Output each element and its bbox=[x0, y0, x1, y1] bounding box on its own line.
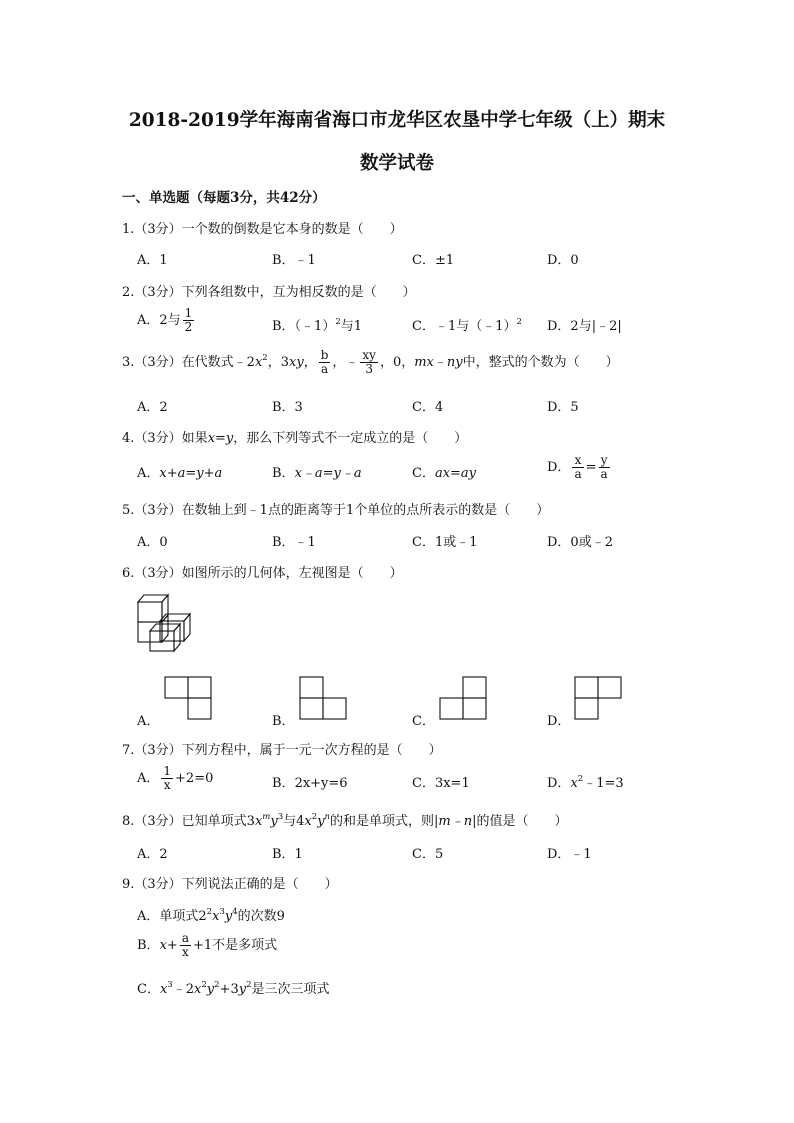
q9-b-pre: B． bbox=[137, 938, 160, 953]
q4-condition: x=y bbox=[207, 431, 234, 446]
q2-a-fraction bbox=[183, 307, 195, 334]
q8-t3: x bbox=[304, 814, 312, 829]
q3-option-c: C．4 bbox=[412, 400, 444, 415]
q9-c-mid2: +3 bbox=[219, 982, 239, 997]
q9-c-mid1: ﹣2 bbox=[172, 982, 194, 997]
q7-c-label: C． bbox=[412, 776, 435, 791]
q3-sep4: ，0， bbox=[379, 355, 415, 370]
q2-option-b bbox=[272, 315, 362, 334]
q6-stem: 6.（3分）如图所示的几何体，左视图是（ ） bbox=[122, 566, 403, 581]
q8-t4-exp: n bbox=[324, 812, 331, 822]
q6-option-b: B． bbox=[272, 714, 295, 729]
q2-option-a bbox=[137, 307, 196, 334]
q5-option-b: B．﹣1 bbox=[272, 535, 316, 550]
q9-b-den: x bbox=[182, 945, 189, 959]
q3-sep2: ， bbox=[303, 355, 317, 370]
q7-option-a bbox=[137, 765, 213, 792]
q7-a-num: 1 bbox=[163, 764, 172, 778]
q2-option-c bbox=[412, 315, 522, 334]
q7-stem: 7.（3分）下列方程中，属于一元一次方程的是（ ） bbox=[122, 743, 442, 758]
exam-title-line1: 2018-2019学年海南省海口市龙华区农垦中学七年级（上）期末 bbox=[128, 110, 666, 131]
q4-option-b bbox=[272, 462, 362, 481]
q9-stem: 9.（3分）下列说法正确的是（ ） bbox=[122, 877, 338, 892]
q4-stem-pre: 4.（3分）如果 bbox=[122, 431, 208, 446]
q4-option-c bbox=[412, 462, 476, 481]
q8-t2: y bbox=[270, 814, 278, 829]
q4-c-expr: ax=ay bbox=[434, 466, 477, 481]
q3-ny: ny bbox=[446, 355, 463, 370]
q4-d-equals: = bbox=[585, 460, 597, 475]
q3-minus: ﹣ bbox=[433, 355, 447, 370]
q3-sep1: ，3 bbox=[267, 355, 289, 370]
q8-t1: x bbox=[254, 814, 263, 829]
q8-t2-exp: 3 bbox=[277, 812, 284, 822]
q3-option-d: D．5 bbox=[547, 400, 579, 415]
q8-mid: 与4 bbox=[283, 814, 305, 829]
q9-c-y2: y bbox=[238, 982, 247, 997]
q9-b-num: a bbox=[181, 931, 189, 945]
q9-a-x: x bbox=[212, 909, 220, 924]
q9-b-fraction bbox=[180, 932, 191, 959]
q9-c-x2: x bbox=[194, 982, 202, 997]
q1-option-b: B．﹣1 bbox=[272, 253, 316, 268]
q8-t3-exp: 2 bbox=[311, 812, 318, 822]
q1-option-a: A．1 bbox=[137, 253, 168, 268]
exam-title-line2: 数学试卷 bbox=[359, 153, 434, 174]
q3-stem-pre: 3.（3分）在代数式﹣2 bbox=[122, 355, 255, 370]
q9-c-e2: 2 bbox=[201, 980, 207, 990]
q4-option-a bbox=[137, 462, 222, 481]
q7-a-fraction bbox=[161, 765, 173, 792]
q8-stem-end: |的值是（ ） bbox=[472, 814, 568, 829]
q6-option-d: D． bbox=[547, 714, 571, 729]
q7-d-label: D． bbox=[547, 776, 571, 791]
q6-option-d-view bbox=[574, 676, 624, 722]
q7-option-c bbox=[412, 772, 470, 791]
q8-option-c: C．5 bbox=[412, 847, 444, 862]
q4-c-label: C． bbox=[412, 466, 435, 481]
q4-a-label: A． bbox=[137, 466, 160, 481]
q2-b-post: 与1 bbox=[340, 319, 363, 334]
q9-a-pre: A．单项式2 bbox=[137, 909, 207, 924]
q5-option-a: A．0 bbox=[137, 535, 168, 550]
q6-option-b-view bbox=[299, 676, 349, 722]
q3-stem-post: 中，整式的个数为（ ） bbox=[462, 355, 619, 370]
q2-option-d: D．2与|﹣2| bbox=[547, 319, 622, 334]
q7-option-d bbox=[547, 772, 624, 791]
q3-sep3: ，﹣ bbox=[332, 355, 359, 370]
q2-a-denominator: 2 bbox=[184, 320, 193, 334]
q9-option-a bbox=[137, 905, 285, 924]
q6-option-c-view bbox=[439, 676, 489, 722]
q2-a-numerator: 1 bbox=[184, 306, 193, 320]
q4-b-expr: x﹣a=y﹣a bbox=[294, 466, 362, 481]
q4-d-num2: y bbox=[599, 454, 610, 468]
q4-d-label: D． bbox=[547, 460, 571, 475]
q4-b-label: B． bbox=[272, 466, 295, 481]
q9-option-c bbox=[137, 978, 330, 997]
q8-abs: m﹣n bbox=[438, 814, 473, 829]
q4-stem bbox=[122, 427, 467, 446]
q8-stem bbox=[122, 810, 568, 829]
q7-a-label: A． bbox=[137, 771, 160, 786]
q5-option-c: C．1或﹣1 bbox=[412, 535, 478, 550]
q9-c-y: y bbox=[206, 982, 215, 997]
q9-b-x: x bbox=[159, 938, 167, 953]
q9-b-post: +1不是多项式 bbox=[192, 938, 278, 953]
q6-option-c: C． bbox=[412, 714, 435, 729]
q7-option-b bbox=[272, 772, 348, 791]
q1-option-d: D．0 bbox=[547, 253, 579, 268]
q7-d-exp: 2 bbox=[577, 774, 584, 784]
q5-option-d: D．0或﹣2 bbox=[547, 535, 613, 550]
q3-option-a: A．2 bbox=[137, 400, 168, 415]
q3-fraction-xy-over-3 bbox=[360, 349, 378, 376]
q7-b-label: B． bbox=[272, 776, 295, 791]
q7-d-x: x bbox=[570, 776, 578, 791]
q3-f2-den: 3 bbox=[365, 362, 373, 376]
q9-option-b bbox=[137, 932, 277, 959]
q7-d-post: ﹣1=3 bbox=[583, 776, 624, 791]
q9-c-post: 是三次三项式 bbox=[251, 982, 330, 997]
q9-c-pre: C． bbox=[137, 982, 160, 997]
q7-a-post: +2=0 bbox=[175, 771, 214, 786]
q8-option-d: D．﹣1 bbox=[547, 847, 592, 862]
q1-stem: 1.（3分）一个数的倒数是它本身的数是（ ） bbox=[122, 222, 403, 237]
q4-option-d bbox=[547, 454, 612, 481]
q4-stem-post: ，那么下列等式不一定成立的是（ ） bbox=[233, 431, 468, 446]
q4-d-den1: a bbox=[574, 467, 582, 481]
q7-c-expr: 3x=1 bbox=[434, 776, 470, 791]
q1-option-c: C．±1 bbox=[412, 253, 455, 268]
q3-f1-den: a bbox=[320, 362, 329, 376]
q9-c-e1: 3 bbox=[167, 980, 173, 990]
q2-stem: 2.（3分）下列各组数中，互为相反数的是（ ） bbox=[122, 285, 416, 300]
q9-a-e3: 4 bbox=[232, 907, 238, 917]
q2-a-prefix: A．2与 bbox=[137, 313, 181, 328]
q2-b-exponent: 2 bbox=[335, 317, 341, 327]
q2-c-exponent: 2 bbox=[516, 317, 522, 327]
q9-a-y: y bbox=[224, 909, 233, 924]
q3-option-b: B．3 bbox=[272, 400, 303, 415]
q4-d-fraction-1 bbox=[572, 454, 583, 481]
q6-option-a-view bbox=[164, 676, 214, 722]
q4-a-expr: x+a=y+a bbox=[159, 466, 223, 481]
q8-option-b: B．1 bbox=[272, 847, 303, 862]
q9-a-e1: 2 bbox=[206, 907, 213, 917]
q7-a-den: x bbox=[163, 778, 171, 792]
q9-c-e3: 2 bbox=[214, 980, 220, 990]
q8-stem-pre: 8.（3分）已知单项式3 bbox=[122, 814, 255, 829]
q3-fraction-b-over-a bbox=[319, 349, 331, 376]
q9-a-e2: 3 bbox=[219, 907, 225, 917]
q9-a-post: 的次数9 bbox=[237, 909, 285, 924]
q8-stem-post: 的和是单项式，则| bbox=[330, 814, 439, 829]
q4-d-num1: x bbox=[572, 454, 583, 468]
q9-c-e4: 2 bbox=[246, 980, 252, 990]
q2-c-text: C．﹣1与（﹣1） bbox=[412, 319, 517, 334]
q5-stem: 5.（3分）在数轴上到﹣1点的距离等于1个单位的点所表示的数是（ ） bbox=[122, 503, 550, 518]
q3-x: x bbox=[254, 355, 263, 370]
q3-stem bbox=[122, 349, 619, 376]
section-header: 一、单选题（每题3分，共42分） bbox=[122, 190, 326, 206]
q9-b-plus: + bbox=[166, 938, 178, 953]
q8-t4: y bbox=[317, 814, 325, 829]
q6-option-a: A． bbox=[137, 714, 160, 729]
q3-xy: xy bbox=[289, 355, 304, 370]
q6-solid-figure bbox=[132, 590, 212, 662]
q4-d-den2: a bbox=[600, 467, 608, 481]
q2-b-text: B．（﹣1） bbox=[272, 319, 336, 334]
q4-d-fraction-2 bbox=[599, 454, 610, 481]
q8-option-a: A．2 bbox=[137, 847, 168, 862]
q9-c-x: x bbox=[159, 982, 168, 997]
q8-t1-exp: m bbox=[262, 812, 271, 822]
q7-b-expr: 2x+y=6 bbox=[294, 776, 348, 791]
q3-f2-num: xy bbox=[362, 348, 376, 362]
q3-f1-num: b bbox=[320, 348, 329, 362]
q3-mx: mx bbox=[414, 355, 434, 370]
q3-exp: 2 bbox=[262, 353, 268, 363]
